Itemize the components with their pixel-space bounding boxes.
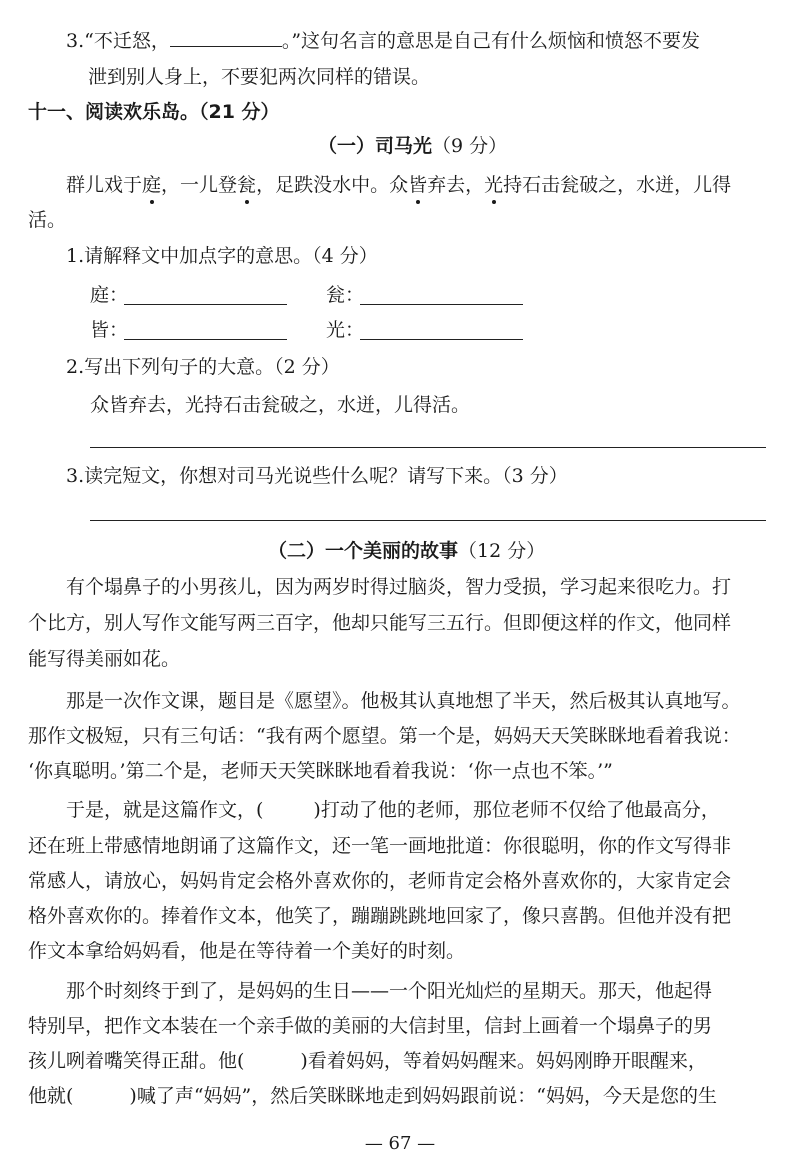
passage1-title xyxy=(318,133,507,159)
dotted-char-guang: 光 xyxy=(484,174,504,196)
passage1-title-text: （一）司马光 xyxy=(318,135,433,157)
passage2-title-text: （二）一个美丽的故事 xyxy=(268,540,459,562)
passage2-seg: 孩儿咧着嘴笑得正甜。他( xyxy=(28,1050,245,1072)
q1-blank-weng[interactable] xyxy=(360,286,523,305)
passage1-seg: ，一儿登 xyxy=(161,174,238,196)
passage1-text-line2: 活。 xyxy=(28,209,67,231)
dotted-char-weng: 瓮 xyxy=(237,174,257,196)
q10-item3-line2: 泄到别人身上，不要犯两次同样的错误。 xyxy=(88,66,431,88)
passage2-title xyxy=(268,538,545,564)
passage2-line: 那是一次作文课，题目是《愿望》。他极其认真地想了半天，然后极其认真地写。 xyxy=(66,690,741,712)
passage1-score: （9 分） xyxy=(432,135,508,157)
q1-label-ting: 庭： xyxy=(90,284,129,306)
dotted-char-jie: 皆 xyxy=(408,174,428,196)
passage1-seg: 持石击瓮破之，水迸，儿得 xyxy=(503,174,732,196)
q2-answer-line[interactable] xyxy=(90,447,766,448)
q10-item3-line1 xyxy=(66,28,700,54)
passage2-line: 能写得美丽如花。 xyxy=(28,648,181,670)
q1-blank-guang[interactable] xyxy=(360,321,523,340)
dotted-char-ting: 庭 xyxy=(142,174,162,196)
passage2-line: 个比方，别人写作文能写两三百字，他却只能写三五行。但即便这样的作文，他同样 xyxy=(28,612,732,634)
section-11-heading: 十一、阅读欢乐岛。（21 分） xyxy=(28,101,280,123)
passage2-line: ‘你真聪明。’第二个是，老师天天笑眯眯地看着我说：‘你一点也不笨。’” xyxy=(28,760,613,782)
passage1-q1-prompt: 1.请解释文中加点字的意思。（4 分） xyxy=(66,245,378,267)
passage2-line: 常感人，请放心，妈妈肯定会格外喜欢你的，老师肯定会格外喜欢你的，大家肯定会 xyxy=(28,870,732,892)
passage2-line xyxy=(28,1083,717,1109)
passage1-q2-sentence: 众皆弃去，光持石击瓮破之，水迸，儿得活。 xyxy=(90,394,471,416)
passage2-line: 特别早，把作文本装在一个亲手做的美丽的大信封里，信封上画着一个塌鼻子的男 xyxy=(28,1015,713,1037)
passage2-seg: 他就( xyxy=(28,1085,74,1107)
answer-blank[interactable] xyxy=(170,28,282,47)
q1-label-guang: 光： xyxy=(326,319,365,341)
q1-label-weng: 瓮： xyxy=(326,284,365,306)
q1-blank-ting[interactable] xyxy=(124,286,287,305)
q10-item3-text-b: 。”这句名言的意思是自己有什么烦恼和愤怒不要发 xyxy=(281,30,701,52)
passage2-score: （12 分） xyxy=(458,540,546,562)
passage2-seg: )打动了他的老师，那位老师不仅给了他最高分， xyxy=(313,799,720,821)
passage1-seg: 群儿戏于 xyxy=(66,174,143,196)
passage2-line: 格外喜欢你的。捧着作文本，他笑了，蹦蹦跳跳地回家了，像只喜鹊。但他并没有把 xyxy=(28,905,732,927)
passage2-seg: 于是，就是这篇作文，( xyxy=(66,799,264,821)
passage1-q3-prompt: 3.读完短文，你想对司马光说些什么呢？请写下来。（3 分） xyxy=(66,465,568,487)
passage1-text-line1 xyxy=(66,172,731,198)
passage2-line: 有个塌鼻子的小男孩儿，因为两岁时得过脑炎，智力受损，学习起来很吃力。打 xyxy=(66,576,732,598)
passage2-line xyxy=(66,797,720,823)
q1-blank-jie[interactable] xyxy=(124,321,287,340)
page-number: — 67 — xyxy=(364,1133,436,1154)
passage2-line: 那作文极短，只有三句话：“我有两个愿望。第一个是，妈妈天天笑眯眯地看着我说： xyxy=(28,725,741,747)
passage2-line: 那个时刻终于到了，是妈妈的生日——一个阳光灿烂的星期天。那天，他起得 xyxy=(66,980,713,1002)
passage1-q2-prompt: 2.写出下列句子的大意。（2 分） xyxy=(66,356,340,378)
passage2-seg: )喊了声“妈妈”，然后笑眯眯地走到妈妈跟前说：“妈妈，今天是您的生 xyxy=(129,1085,717,1107)
q1-label-jie: 皆： xyxy=(90,319,129,341)
passage2-line: 作文本拿给妈妈看，他是在等待着一个美好的时刻。 xyxy=(28,940,466,962)
passage1-seg: ，足跌没水中。众 xyxy=(256,174,409,196)
passage2-seg: )看着妈妈，等着妈妈醒来。妈妈刚睁开眼醒来， xyxy=(300,1050,707,1072)
q10-item3-text-a: 3.“不迁怒， xyxy=(66,30,170,52)
passage2-line xyxy=(28,1048,707,1074)
q3-answer-line[interactable] xyxy=(90,520,766,521)
passage1-seg: 弃去， xyxy=(427,174,485,196)
passage2-line: 还在班上带感情地朗诵了这篇作文，还一笔一画地批道：你很聪明，你的作文写得非 xyxy=(28,835,732,857)
